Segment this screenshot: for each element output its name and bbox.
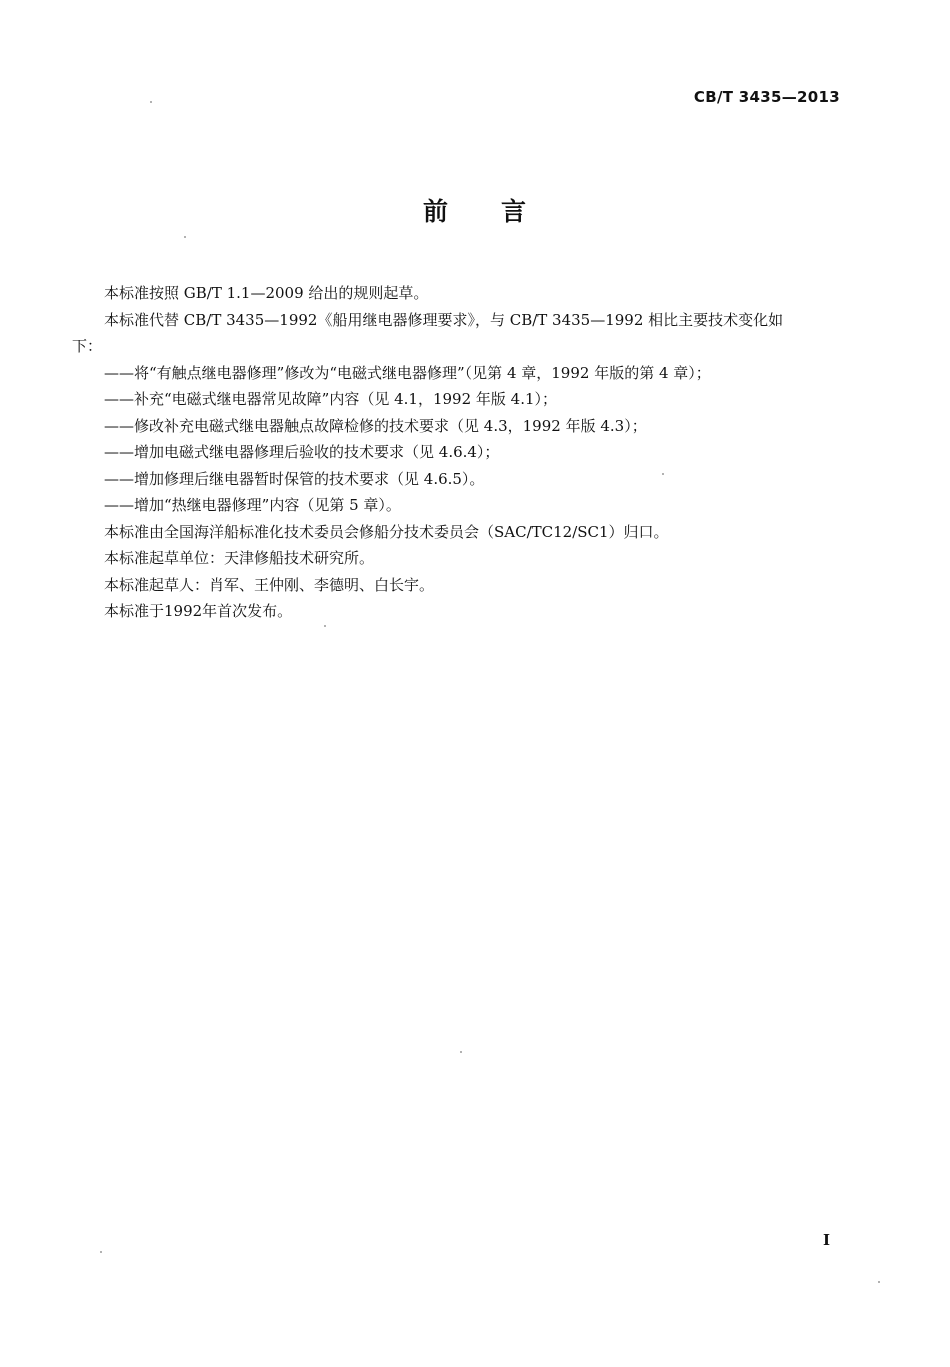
change-item: ——补充“电磁式继电器常见故障”内容（见 4.1，1992 年版 4.1）；	[104, 390, 558, 408]
page-title	[0, 192, 950, 228]
page-number: I	[822, 1231, 830, 1249]
paragraph-drafters: 本标准起草人：肖军、王仲刚、李德明、白长宇。	[104, 575, 435, 594]
preface-body	[72, 280, 844, 625]
paragraph-replacement-line-2: 下：	[72, 337, 103, 355]
paragraph-first-published: 本标准于1992年首次发布。	[104, 602, 293, 620]
scan-speck	[662, 473, 664, 475]
title-char-1: 前	[422, 197, 449, 226]
scan-speck	[460, 1051, 462, 1053]
paragraph-responsible-committee: 本标准由全国海洋船标准化技术委员会修船分技术委员会（SAC/TC12/SC1）归口。	[104, 522, 669, 541]
scan-speck	[184, 236, 186, 238]
standard-code: CB/T 3435—2013	[693, 88, 840, 106]
scan-speck	[150, 101, 152, 103]
paragraph-drafting-unit: 本标准起草单位：天津修船技术研究所。	[104, 549, 375, 567]
paragraph-drafting-rules: 本标准按照 GB/T 1.1—2009 给出的规则起草。	[104, 284, 429, 302]
scan-speck	[324, 625, 326, 627]
paragraph-replacement-line-1: 本标准代替 CB/T 3435—1992《船用继电器修理要求》，与 CB/T 3435—1992 相比主要技术变化如	[104, 310, 784, 329]
change-item: ——增加“热继电器修理”内容（见第 5 章）。	[104, 496, 401, 514]
title-char-2: 言	[501, 197, 528, 226]
change-item: ——增加电磁式继电器修理后验收的技术要求（见 4.6.4）；	[104, 443, 500, 461]
scan-speck	[878, 1281, 880, 1283]
change-item: ——将“有触点继电器修理”修改为“电磁式继电器修理”（见第 4 章，1992 年版的第 4 章）；	[104, 363, 711, 382]
change-item: ——增加修理后继电器暂时保管的技术要求（见 4.6.5）。	[104, 469, 485, 488]
change-item: ——修改补充电磁式继电器触点故障检修的技术要求（见 4.3，1992 年版 4.3）；	[104, 416, 647, 435]
scan-speck	[100, 1251, 102, 1253]
